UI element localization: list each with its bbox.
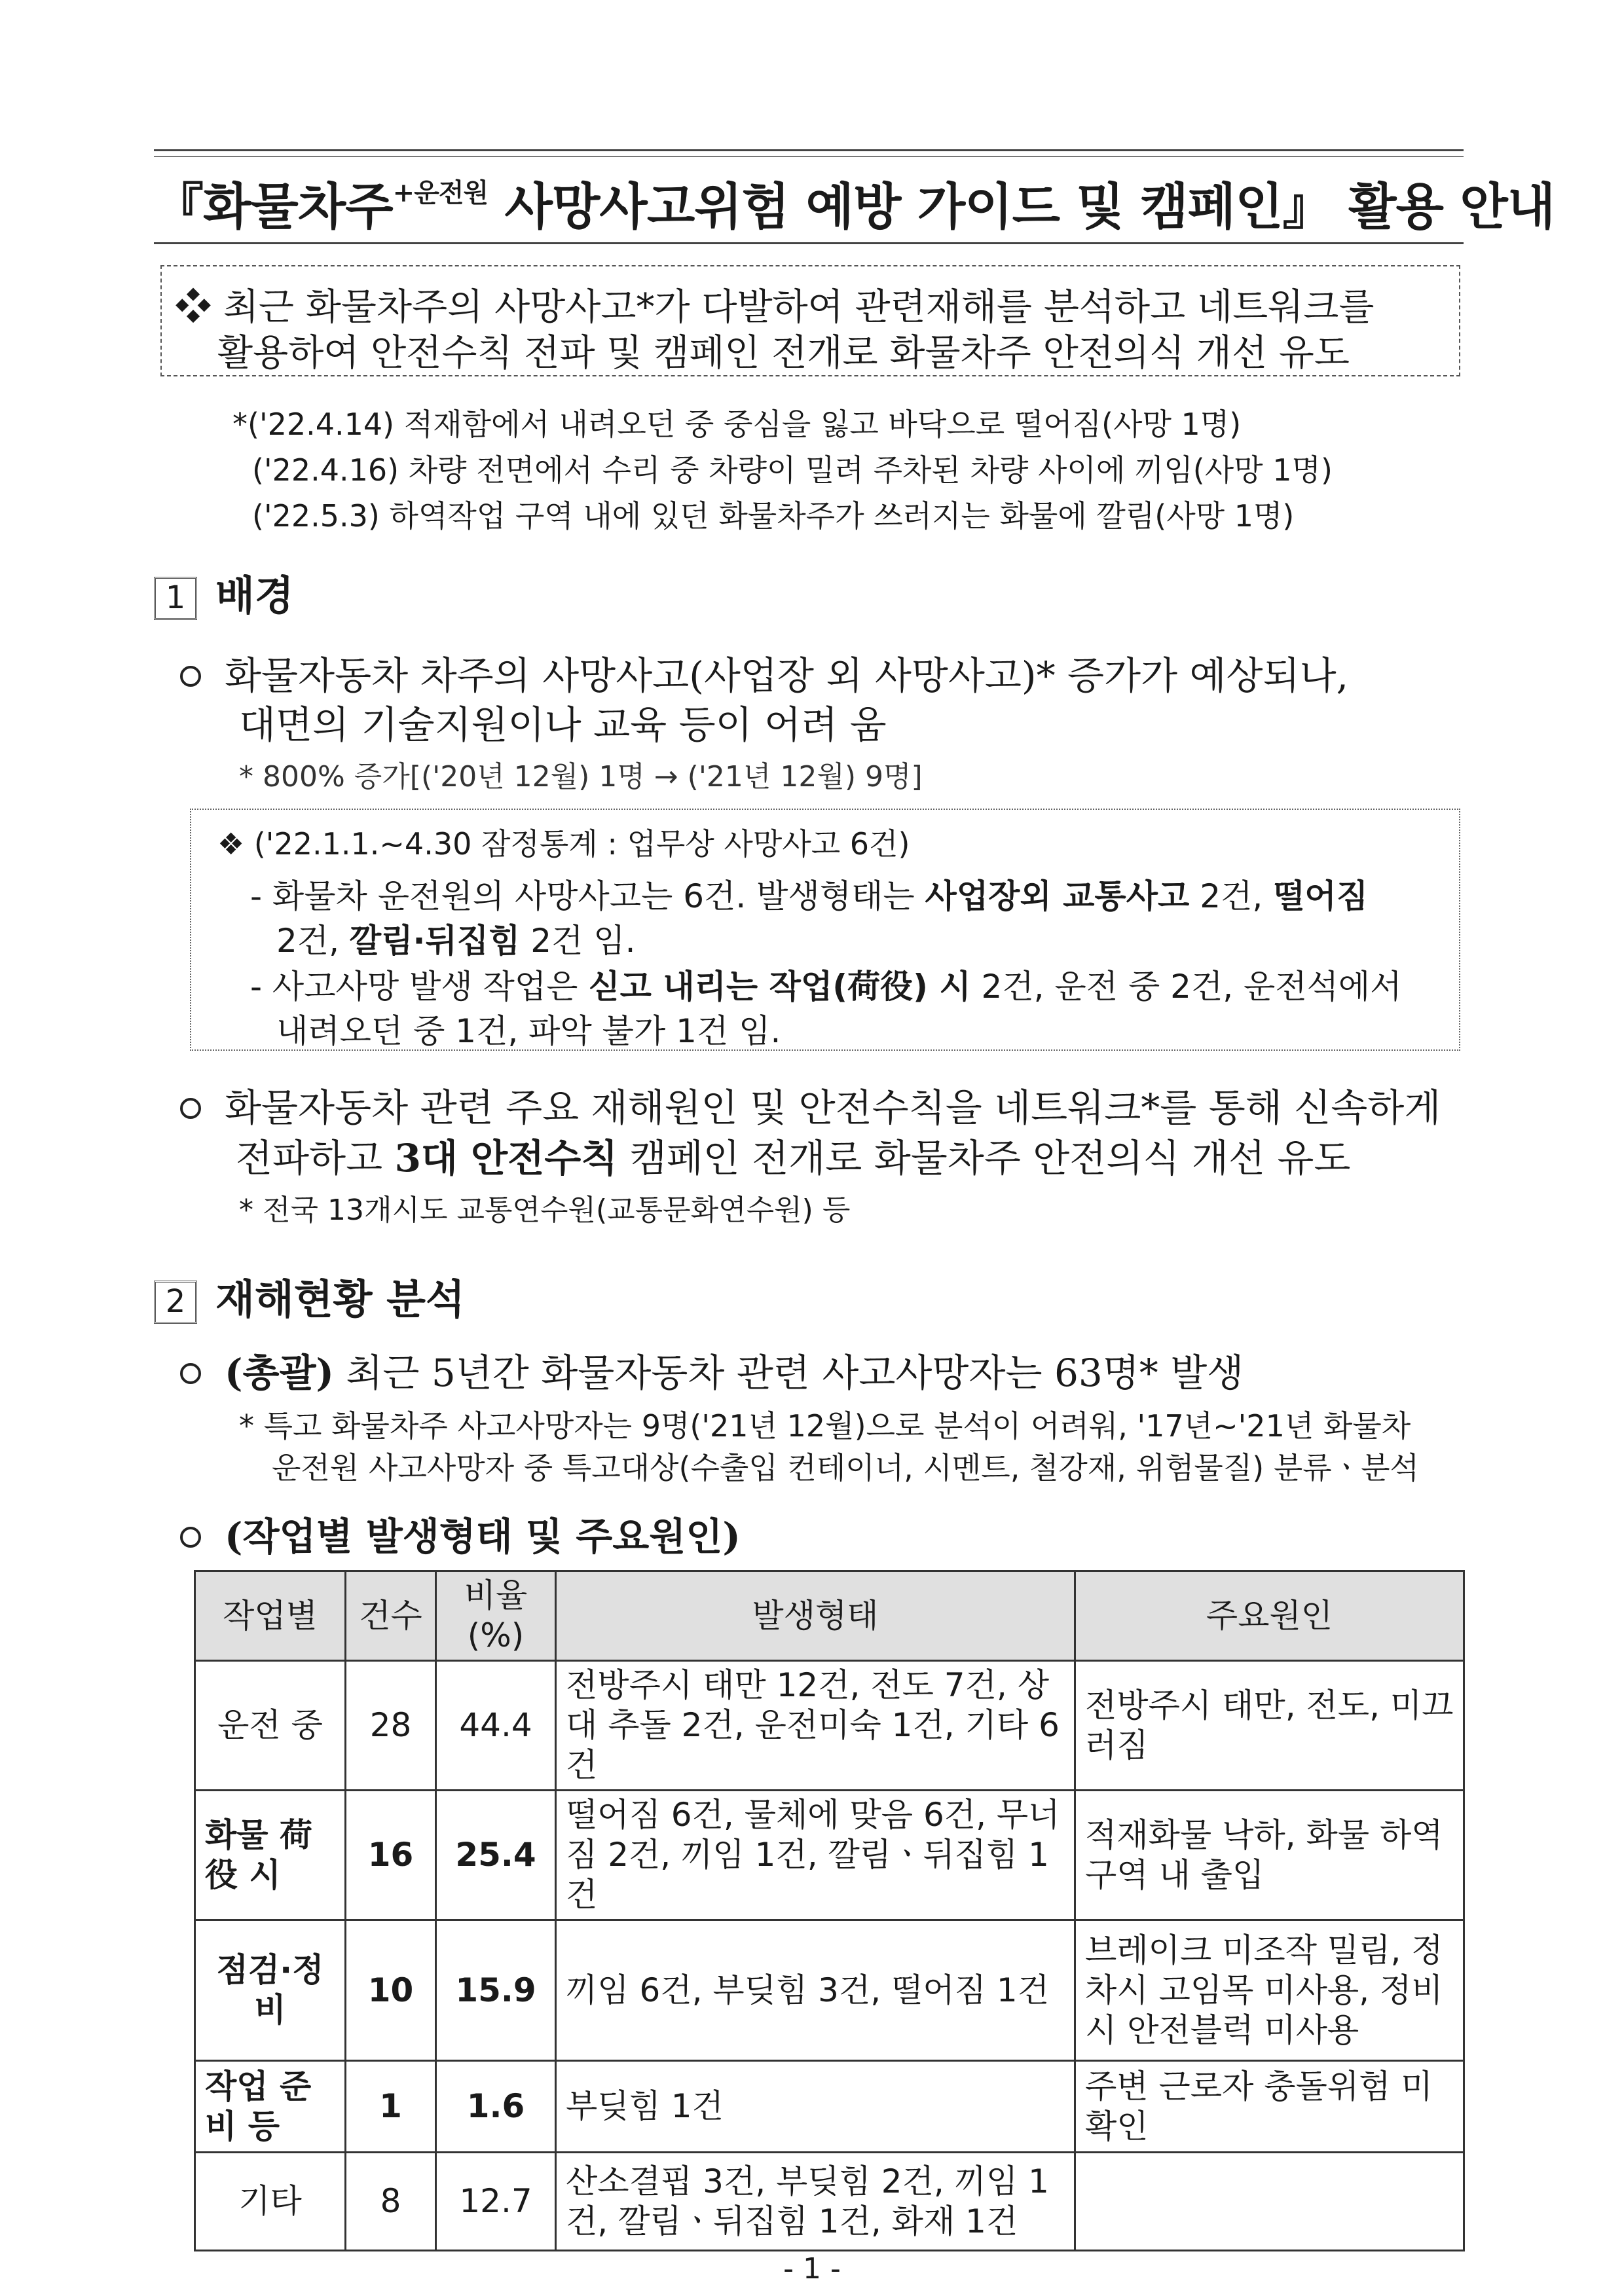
cell-form: 산소결핍 3건, 부딪힘 2건, 끼임 1건, 깔림ㆍ뒤집힘 1건, 화재 1건 <box>556 2153 1075 2251</box>
s1-bullet-1-note: * 800% 증가[('20년 12월) 1명 → ('21년 12월) 9명] <box>239 760 923 793</box>
col-header-form: 발생형태 <box>556 1571 1075 1661</box>
col-header-cause: 주요원인 <box>1075 1571 1464 1661</box>
cell-ratio: 25.4 <box>436 1791 556 1920</box>
stats-a1-pre: - 화물차 운전원의 사망사고는 6건. 발생형태는 <box>250 877 925 915</box>
table-row <box>195 2153 1464 2251</box>
cell-work: 작업 준비 등 <box>195 2061 346 2153</box>
title-rule-top-thin <box>154 156 1464 157</box>
s1-b2-post: 캠페인 전개로 화물차주 안전의식 개선 유도 <box>618 1136 1351 1180</box>
cell-form: 끼임 6건, 부딪힘 3건, 떨어짐 1건 <box>556 1920 1075 2061</box>
stats-a2-pre: 2건, <box>276 922 350 960</box>
cell-count: 10 <box>346 1920 436 2061</box>
section-1-heading <box>154 563 294 621</box>
s1-bullet-2 <box>180 1077 1441 1132</box>
stats-item-b-line-1 <box>250 960 1402 1008</box>
cell-count: 28 <box>346 1661 436 1791</box>
s2-bullet-1 <box>180 1342 1244 1397</box>
cell-cause: 전방주시 태만, 전도, 미끄러짐 <box>1075 1661 1464 1791</box>
s2-note-line-2: 운전원 사고사망자 중 특고대상(수출입 컨테이너, 시멘트, 철강재, 위험물질) 분류ㆍ분석 <box>272 1450 1419 1485</box>
cell-ratio: 1.6 <box>436 2061 556 2153</box>
cell-form: 전방주시 태만 12건, 전도 7건, 상대 추돌 2건, 운전미숙 1건, 기타 6건 <box>556 1661 1075 1791</box>
summary-text-1: 최근 화물차주의 사망사고*가 다발하여 관련재해를 분석하고 네트워크를 <box>223 286 1375 329</box>
summary-box <box>160 265 1460 376</box>
stats-a2-post: 2건 임. <box>520 922 636 960</box>
s1-bullet-1 <box>180 645 1348 700</box>
stats-item-b-line-2: 내려오던 중 1건, 파악 불가 1건 임. <box>276 1012 781 1050</box>
cell-work: 운전 중 <box>195 1661 346 1791</box>
col-header-ratio: 비율(%) <box>436 1571 556 1661</box>
diamond-icon: ❖ <box>175 286 212 329</box>
s1-bullet-2-line-2 <box>236 1127 1350 1182</box>
summary-line-1 <box>175 278 1375 331</box>
summary-line-2 <box>217 324 1350 376</box>
stats-box <box>190 809 1460 1051</box>
cell-count: 1 <box>346 2061 436 2153</box>
col-header-count: 건수 <box>346 1571 436 1661</box>
cell-work: 점검·정비 <box>195 1920 346 2061</box>
bullet-circle-icon <box>180 666 201 687</box>
section-2-heading <box>154 1267 465 1325</box>
summary-text-2: 활용하여 안전수칙 전파 및 캠페인 전개로 화물차주 안전의식 개선 유도 <box>217 332 1350 374</box>
title-pre: 『화물차주 <box>154 177 393 236</box>
bullet-circle-icon <box>180 1098 201 1119</box>
cell-cause: 브레이크 미조작 밀림, 정차시 고임목 미사용, 정비시 안전블럭 미사용 <box>1075 1920 1464 2061</box>
title-rule-top <box>154 149 1464 151</box>
cell-work: 기타 <box>195 2153 346 2251</box>
section-2-number: 2 <box>154 1281 197 1324</box>
title-post: 사망사고위험 예방 가이드 및 캠페인』 활용 안내 <box>488 177 1555 236</box>
s2-bullet-2-bold: (작업별 발생형태 및 주요원인) <box>225 1514 741 1559</box>
stats-b1-bold: 싣고 내리는 작업(荷役) 시 <box>588 968 971 1006</box>
s1-bullet-2-note: * 전국 13개시도 교통연수원(교통문화연수원) 등 <box>239 1194 851 1227</box>
stats-title: ❖ ('22.1.1.~4.30 잠정통계 : 업무상 사망사고 6건) <box>217 826 910 862</box>
cell-count: 16 <box>346 1791 436 1920</box>
s1-b2-pre: 전파하고 <box>236 1136 395 1180</box>
page-title <box>154 167 1555 238</box>
cell-form: 부딪힘 1건 <box>556 2061 1075 2153</box>
section-1-number: 1 <box>154 577 197 620</box>
cell-ratio: 44.4 <box>436 1661 556 1791</box>
cell-ratio: 12.7 <box>436 2153 556 2251</box>
accident-table <box>194 1570 1465 2251</box>
stats-a1-bold-2: 떨어짐 <box>1273 877 1369 915</box>
table-row <box>195 1791 1464 1920</box>
bullet-circle-icon <box>180 1527 201 1548</box>
stats-a1-mid: 2건, <box>1189 877 1274 915</box>
page-number: - 1 - <box>783 2252 841 2286</box>
s2-bullet-1-text: 최근 5년간 화물자동차 관련 사고사망자는 63명* 발생 <box>333 1351 1244 1395</box>
section-1-title: 배경 <box>215 572 294 619</box>
s1-b2-bold: 3대 안전수칙 <box>394 1136 618 1180</box>
cell-form: 떨어짐 6건, 물체에 맞음 6건, 무너짐 2건, 끼임 1건, 깔림ㆍ뒤집힘 1건 <box>556 1791 1075 1920</box>
title-rule-bottom <box>154 242 1464 244</box>
cell-cause <box>1075 2153 1464 2251</box>
table-row <box>195 1661 1464 1791</box>
cell-cause: 주변 근로자 충돌위험 미확인 <box>1075 2061 1464 2153</box>
note-3: ('22.5.3) 하역작업 구역 내에 있던 화물차주가 쓰러지는 화물에 깔림(사망 1명) <box>252 498 1295 534</box>
bullet-circle-icon <box>180 1363 201 1384</box>
s1-bullet-2-line-1: 화물자동차 관련 주요 재해원인 및 안전수칙을 네트워크*를 통해 신속하게 <box>225 1085 1441 1130</box>
stats-b1-post: 2건, 운전 중 2건, 운전석에서 <box>970 968 1402 1006</box>
title-sup: +운전원 <box>392 177 489 208</box>
table-row <box>195 1920 1464 2061</box>
s1-bullet-1-line-2: 대면의 기술지원이나 교육 등이 어려 움 <box>239 702 887 747</box>
stats-a1-bold-1: 사업장외 교통사고 <box>925 877 1190 915</box>
s2-bullet-2 <box>180 1506 741 1561</box>
table-header-row <box>195 1571 1464 1661</box>
stats-a2-bold: 깔림·뒤집힘 <box>349 922 521 960</box>
s2-bullet-1-bold: (총괄) <box>225 1351 334 1395</box>
title-bar <box>154 144 1555 246</box>
cell-ratio: 15.9 <box>436 1920 556 2061</box>
s1-bullet-1-line-1: 화물자동차 차주의 사망사고(사업장 외 사망사고)* 증가가 예상되나, <box>225 653 1349 698</box>
table-row <box>195 2061 1464 2153</box>
cell-work: 화물 荷役 시 <box>195 1791 346 1920</box>
stats-item-a-line-1 <box>250 870 1368 917</box>
cell-cause: 적재화물 낙하, 화물 하역구역 내 출입 <box>1075 1791 1464 1920</box>
stats-item-a-line-2 <box>276 915 636 962</box>
cell-count: 8 <box>346 2153 436 2251</box>
note-2: ('22.4.16) 차량 전면에서 수리 중 차량이 밀려 주차된 차량 사이에 끼임(사망 1명) <box>252 452 1333 488</box>
section-2-title: 재해현황 분석 <box>215 1275 465 1323</box>
stats-b1-pre: - 사고사망 발생 작업은 <box>250 968 589 1006</box>
s2-note-line-1: * 특고 화물차주 사고사망자는 9명('21년 12월)으로 분석이 어려워, '17년~'21년 화물차 <box>239 1408 1411 1444</box>
note-1: *('22.4.14) 적재함에서 내려오던 중 중심을 잃고 바닥으로 떨어짐(사망 1명) <box>232 407 1242 442</box>
col-header-work: 작업별 <box>195 1571 346 1661</box>
